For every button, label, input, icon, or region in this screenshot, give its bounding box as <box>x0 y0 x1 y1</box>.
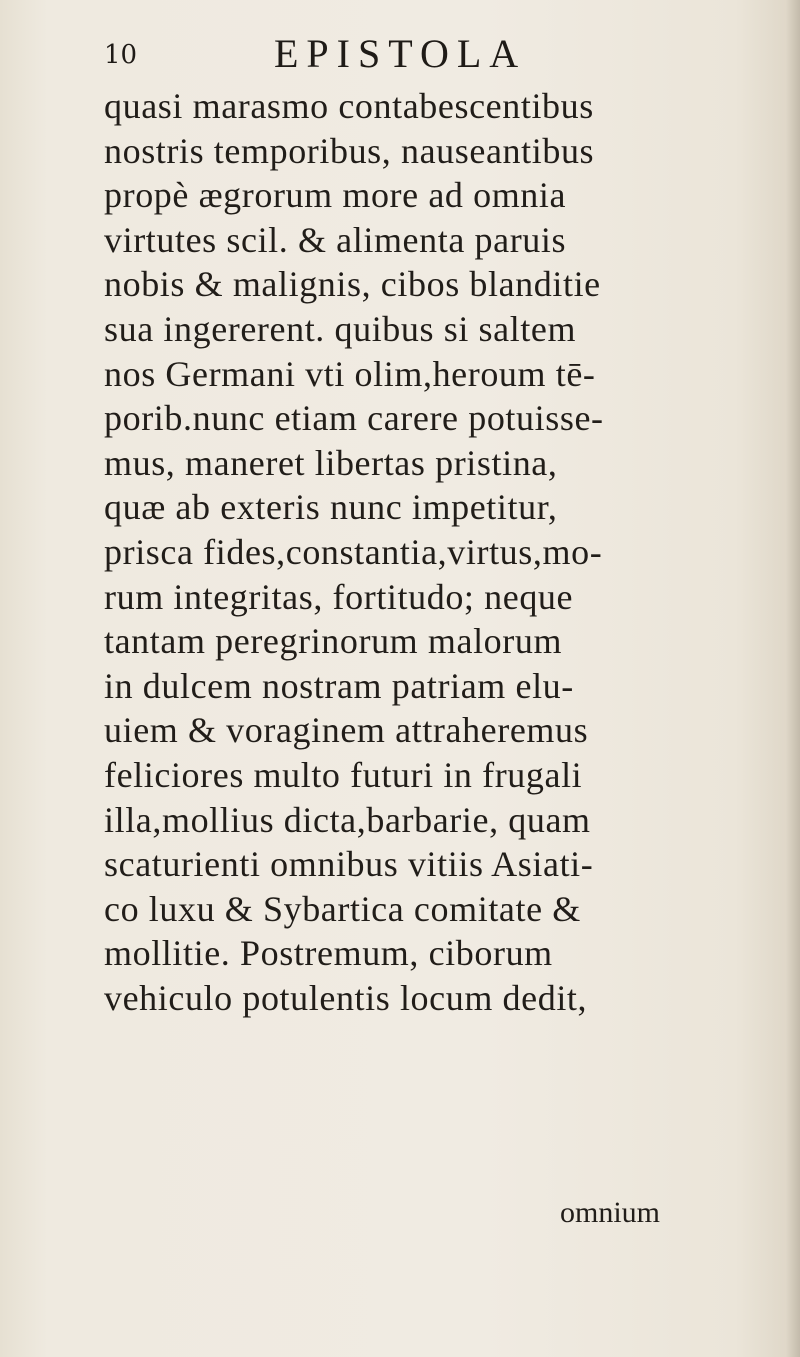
text-line: propè ægrorum more ad omnia <box>104 175 567 216</box>
page-number: 10 <box>104 40 138 70</box>
text-line: prisca fides,constantia,virtus,mo- <box>104 531 603 572</box>
text-line: mus, maneret libertas pristina, <box>104 442 558 483</box>
text-line: mollitie. Postremum, ciborum <box>104 933 553 974</box>
text-line: rum integritas, fortitudo; neque <box>104 576 574 617</box>
text-line: virtutes scil. & alimenta paruis <box>104 219 567 260</box>
text-line: scaturienti omnibus vitiis Asiati- <box>104 844 594 885</box>
page-edge-shadow <box>786 0 800 1357</box>
text-line: vehiculo potulentis locum dedit, <box>104 977 588 1018</box>
text-line: illa,mollius dicta,barbarie, quam <box>104 799 591 840</box>
text-line: nos Germani vti olim,heroum tē- <box>104 353 596 394</box>
running-head: EPISTOLA <box>274 31 527 76</box>
text-line: porib.nunc etiam carere potuisse- <box>104 398 604 439</box>
text-line: feliciores multo futuri in frugali <box>104 754 583 795</box>
text-line: tantam peregrinorum malorum <box>104 621 563 662</box>
page-header <box>104 30 624 80</box>
body-text <box>104 84 744 1020</box>
text-line: quæ ab exteris nunc impetitur, <box>104 487 558 528</box>
text-line: uiem & voraginem attraheremus <box>104 710 589 751</box>
text-line: nostris temporibus, nauseantibus <box>104 130 595 171</box>
text-line: in dulcem nostram patriam elu- <box>104 665 574 706</box>
text-line: sua ingererent. quibus si saltem <box>104 308 577 349</box>
text-line: nobis & malignis, cibos blanditie <box>104 264 601 305</box>
text-line: co luxu & Sybartica comitate & <box>104 888 581 929</box>
catchword: omnium <box>560 1196 661 1229</box>
text-line: quasi marasmo contabescentibus <box>104 86 594 126</box>
